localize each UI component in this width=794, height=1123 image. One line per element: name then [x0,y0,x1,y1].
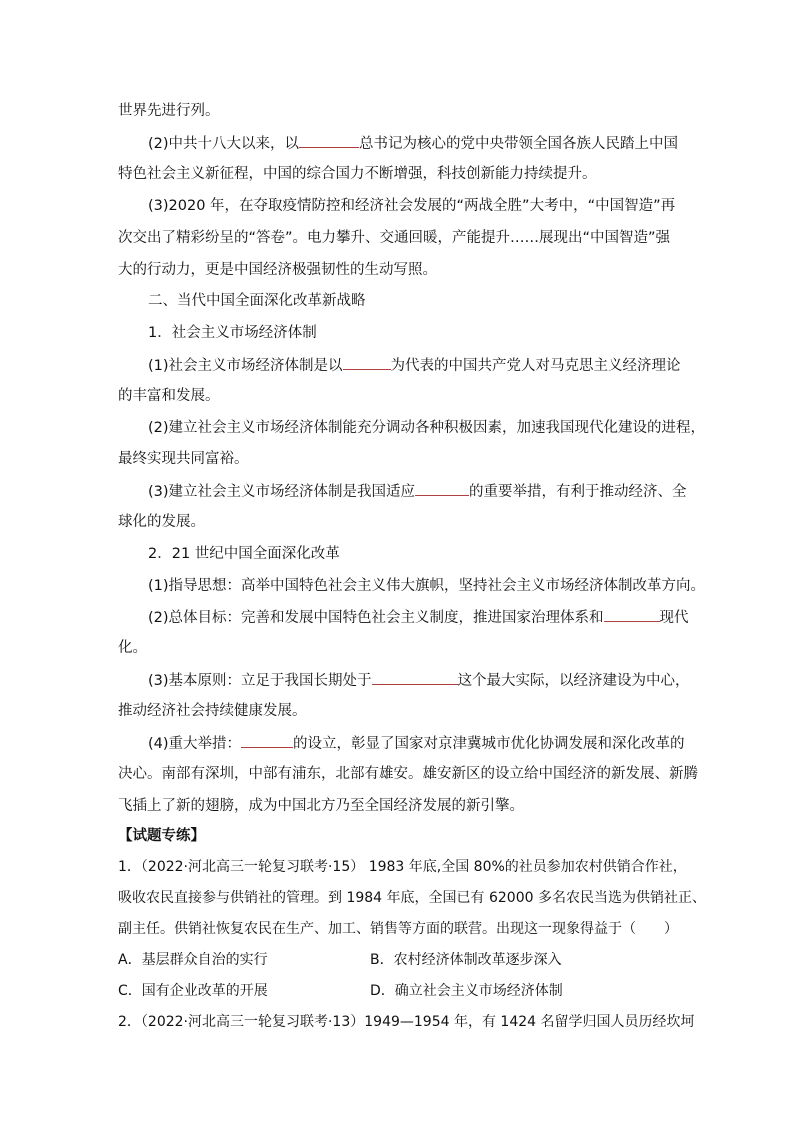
question-1: 1．（2022·河北高三一轮复习联考·15） 1983 年底,全国 80%的社员参加农村供销合作社， [118,859,687,875]
option-b: B．农村经济体制改革逐步深入 [370,952,562,968]
text-line: (2)中共十八大以来，以 总书记为核心的党中央带领全国各族人民踏上中国 [148,133,678,154]
text-line: 世界先进行列。 [118,103,220,119]
fill-blank [415,481,469,496]
text-line: 飞插上了新的翅膀，成为中国北方乃至全国经济发展的新引擎。 [118,798,524,814]
text-line: 吸收农民直接参与供销社的管理。到 1984 年底，全国已有 62000 多名农民当选为供销社正、 [118,890,706,906]
text-line: 大的行动力，更是中国经济极强韧性的生动写照。 [118,262,437,278]
option-c: C．国有企业改革的开展 [118,983,268,999]
text-line: (1)指导思想：高举中国特色社会主义伟大旗帜，坚持社会主义市场经济体制改革方向。 [148,578,706,594]
question-2: 2．（2022·河北高三一轮复习联考·13）1949—1954 年，有 1424 名留学归国人员历经坎坷 [118,1014,695,1030]
text-line: 最终实现共同富裕。 [118,451,249,467]
text-line: 副主任。供销社恢复农民在生产、加工、销售等方面的联营。出现这一现象得益于（ ） [118,921,678,937]
text-line: (1)社会主义市场经济体制是以 为代表的中国共产党人对马克思主义经济理论 [148,355,681,376]
text-line: (3)基本原则：立足于我国长期处于 这个最大实际，以经济建设为中心， [148,670,690,691]
exercise-heading: 【试题专练】 [118,828,205,844]
option-a: A．基层群众自治的实行 [118,952,268,968]
text-line: (3)2020 年，在夺取疫情防控和经济社会发展的“两战全胜”大考中，“中国智造”再 [148,198,676,214]
fill-blank [299,133,359,148]
text-line: 次交出了精彩纷呈的“答卷”。电力攀升、交通回暖，产能提升……展现出“中国智造”强 [118,230,671,246]
fill-blank [343,355,391,370]
fill-blank [604,607,660,622]
text-line: 球化的发展。 [118,514,205,530]
section-heading: 二、当代中国全面深化改革新战略 [148,293,366,309]
text-line: (4)重大举措： 的设立，彰显了国家对京津冀城市优化协调发展和深化改革的 [148,733,685,754]
text-line: 特色社会主义新征程，中国的综合国力不断增强，科技创新能力持续提升。 [118,166,597,182]
option-d: D．确立社会主义市场经济体制 [370,983,563,999]
text-line: 的丰富和发展。 [118,388,220,404]
fill-blank [241,733,293,748]
text-line: (2)建立社会主义市场经济体制能充分调动各种积极因素，加速我国现代化建设的进程， [148,420,706,436]
text-line: 决心。南部有深圳，中部有浦东，北部有雄安。雄安新区的设立给中国经济的新发展、新腾 [118,766,698,782]
text-line: 化。 [118,640,147,656]
subsection-heading: 2．21 世纪中国全面深化改革 [148,546,340,562]
fill-blank [372,670,458,685]
subsection-heading: 1．社会主义市场经济体制 [148,325,317,341]
text-line: (2)总体目标：完善和发展中国特色社会主义制度，推进国家治理体系和 现代 [148,607,689,628]
text-line: 推动经济社会持续健康发展。 [118,703,307,719]
text-line: (3)建立社会主义市场经济体制是我国适应 的重要举措，有利于推动经济、全 [148,481,687,502]
